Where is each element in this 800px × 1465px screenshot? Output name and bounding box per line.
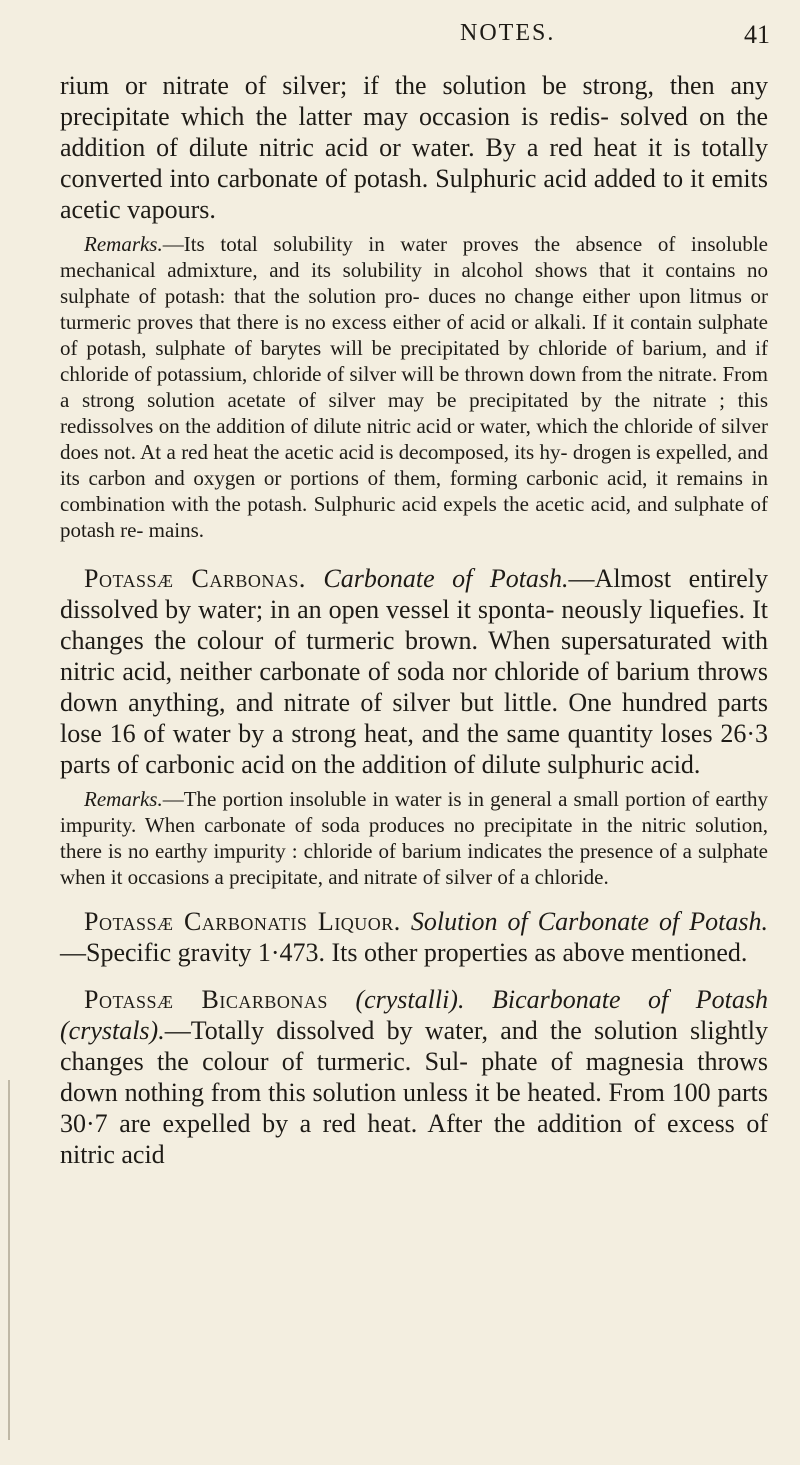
remarks-paragraph-1 (60, 231, 768, 543)
running-head (70, 20, 770, 60)
entry-potassae-carbonatis-liquor (60, 906, 768, 968)
body-text (60, 70, 768, 1170)
entry-latin-name: Potassæ Bicarbonas (84, 985, 328, 1014)
remarks-text: —Its total solubility in water proves the absence of insoluble mechanical admixture, and its solubility in alcohol shows that it contains no sulphate of potash: that the solution pro- duces no change either upon litmus or turmeric proves that there is no excess either of acid or alkali. If it contain sulphate of potash, sulphate of barytes will be precipitated by chloride of barium, and if chloride of potassium, chloride of silver will be thrown down from the nitrate. From a strong solution acetate of silver may be precipitated by the nitrate ; this redissolves on the addition of dilute nitric acid or water, which the chloride of silver does not. At a red heat the acetic acid is decomposed, its hy- drogen is expelled, and its carbon and oxygen or portions of them, forming carbonic acid, it remains in combination with the potash. Sulphuric acid expels the acetic acid, and sulphate of potash re- mains. (60, 232, 768, 542)
entry-latin-name: Potassæ Carbonatis Liquor. (84, 907, 401, 936)
entry-latin-name: Potassæ Carbonas. (84, 564, 306, 593)
entry-potassae-bicarbonas (60, 984, 768, 1170)
page-number: 41 (744, 20, 770, 49)
paragraph-continuation: rium or nitrate of silver; if the solution be strong, then any precipitate which the latter may occasion is redis- solved on the addition of dilute nitric acid or water. By a red heat it is totally converted into carbonate of potash. Sulphuric acid added to it emits acetic vapours. (60, 71, 768, 224)
entry-english-name: Solution of Carbonate of Potash. (410, 907, 768, 936)
entry-text: —Almost entirely dissolved by water; in an open vessel it sponta- neously liquefies. It changes the colour of turmeric brown. When supersaturated with nitric acid, neither carbonate of soda nor chloride of barium throws down anything, and nitrate of silver but little. One hundred parts lose 16 of water by a strong heat, and the same quantity loses 26·3 parts of carbonic acid on the addition of dilute sulphuric acid. (60, 564, 769, 779)
entry-english-name: Carbonate of Potash. (323, 564, 569, 593)
entry-potassae-carbonas (60, 563, 768, 780)
remarks-label: Remarks. (84, 232, 163, 256)
margin-rule (8, 1080, 10, 1440)
entry-text: —Specific gravity 1·473. Its other properties as above mentioned. (60, 938, 748, 967)
running-head-title: NOTES. (460, 20, 556, 46)
entry-english-name: Bicarbonate of Potash (crystals). (60, 985, 768, 1045)
entry-text: —Totally dissolved by water, and the solution slightly changes the colour of turmeric. Sul- phate of magnesia throws down nothing from this solution unless it be heated. From 100 parts 30·7 are expelled by a red heat. After the addition of excess of nitric acid (60, 1016, 768, 1169)
remarks-label: Remarks. (84, 787, 163, 811)
entry-latin-qualifier: (crystalli). (355, 985, 465, 1014)
remarks-paragraph-2 (60, 786, 768, 890)
remarks-text: —The portion insoluble in water is in general a small portion of earthy impurity. When carbonate of soda produces no precipitate in the nitric solution, there is no earthy impurity : chloride of barium indicates the presence of a sulphate when it occasions a precipitate, and nitrate of silver of a chloride. (60, 787, 768, 889)
